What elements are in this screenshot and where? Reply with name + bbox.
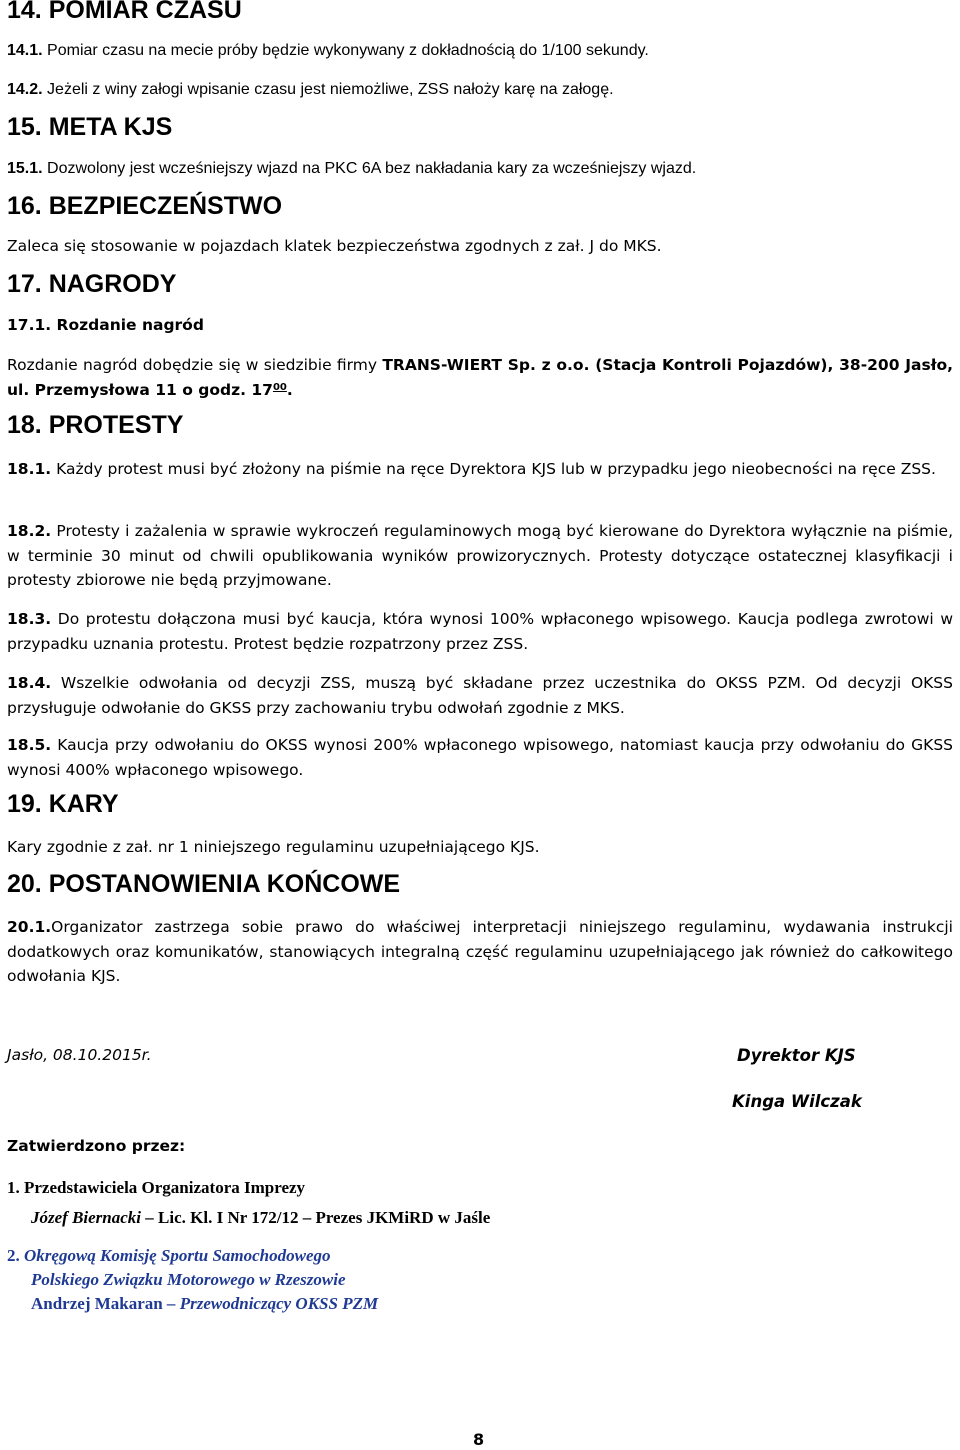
approver-2-line-1 [7,1246,331,1266]
section-14-heading: 14. POMIAR CZASU [7,0,242,24]
paragraph-14-2 [7,81,614,99]
paragraph-text: Do protestu dołączona musi być kaucja, która wynosi 100% wpłaconego wpisowego. Kaucja podlega zwrotowi w przypadku uznania protestu. Protest będzie rozpatrzony przez ZSS. [7,610,953,653]
paragraph-text: Protesty i zażalenia w sprawie wykroczeń regulaminowych mogą być kierowane do Dyrektora wyłącznie na piśmie, w terminie 30 minut od chwili opublikowania wyników prowizorycznych. Protesty dotyczące ostatecznej klasyfikacji i protesty zbiorowe nie będą przyjmowane. [7,522,953,589]
approver-1-details: – Lic. Kl. I Nr 172/12 – Prezes JKMiRD w Jaśle [141,1208,491,1227]
paragraph-text: Jeżeli z winy załogi wpisanie czasu jest niemożliwe, ZSS nałoży karę na załogę. [47,81,614,98]
paragraph-text: Każdy protest musi być złożony na piśmie na ręce Dyrektora KJS lub w przypadku jego nieobecności na ręce ZSS. [56,460,936,478]
signatory-role: Dyrektor KJS [737,1046,856,1065]
approver-1-title [7,1178,305,1198]
approver-2-name: Andrzej Makaran [31,1294,163,1313]
paragraph-number: 18.5. [7,736,52,754]
paragraph-18-3 [7,607,953,656]
section-20-heading: 20. POSTANOWIENIA KOŃCOWE [7,870,401,898]
paragraph-18-1 [7,457,953,482]
paragraph-text: Rozdanie nagród dobędzie się w siedzibie firmy [7,356,383,374]
section-18-heading: 18. PROTESTY [7,411,184,439]
approver-1-line [31,1208,490,1228]
paragraph-18-2 [7,519,953,593]
paragraph-number: 15.1. [7,160,43,177]
section-17-heading: 17. NAGRODY [7,270,177,298]
paragraph-number: 18.3. [7,610,52,628]
approver-1-name: Józef Biernacki [31,1208,142,1227]
paragraph-17-1 [7,353,953,402]
signatory-name: Kinga Wilczak [732,1092,862,1111]
paragraph-16: Zaleca się stosowanie w pojazdach klatek bezpieczeństwa zgodnych z zał. J do MKS. [7,237,662,255]
paragraph-15-1 [7,160,696,178]
paragraph-number: 18.1. [7,460,52,478]
paragraph-bold-text: TRANS-WIERT Sp. z o.o. (Stacja Kontroli Pojazdów), 38-200 Jasło, ul. Przemysłowa 11 o godz. 17 [7,356,953,399]
paragraph-18-4 [7,671,953,720]
section-16-heading: 16. BEZPIECZEŃSTWO [7,192,283,220]
time-superscript: 00 [272,381,287,393]
approver-2-role: – Przewodniczący OKSS PZM [162,1294,379,1313]
approver-number: 1. [7,1178,20,1197]
paragraph-text: Pomiar czasu na mecie próby będzie wykonywany z dokładnością do 1/100 sekundy. [47,42,649,59]
approver-2-line-3 [31,1294,378,1314]
approver-2-org-1: Okręgową Komisję Sportu Samochodowego [24,1246,331,1265]
paragraph-number: 14.2. [7,81,43,98]
paragraph-text: Dozwolony jest wcześniejszy wjazd na PKC 6A bez nakładania kary za wcześniejszy wjazd. [47,160,697,177]
page-number: 8 [473,1430,485,1449]
paragraph-18-5 [7,733,953,782]
paragraph-number: 14.1. [7,42,43,59]
approver-title: Przedstawiciela Organizatora Imprezy [24,1178,306,1197]
paragraph-end: . [286,380,293,399]
paragraph-text: Kaucja przy odwołaniu do OKSS wynosi 200% wpłaconego wpisowego, natomiast kaucja przy odwołaniu do GKSS wynosi 400% wpłaconego wpisowego. [7,736,953,779]
subheading-17-1: 17.1. Rozdanie nagród [7,316,204,334]
approver-2-org-2: Polskiego Związku Motorowego w Rzeszowie [31,1270,346,1289]
place-date: Jasło, 08.10.2015r. [7,1046,152,1064]
paragraph-20-1 [7,915,953,989]
paragraph-number: 20.1. [7,918,52,936]
paragraph-19: Kary zgodnie z zał. nr 1 niniejszego regulaminu uzupełniającego KJS. [7,838,540,856]
section-19-heading: 19. KARY [7,790,119,818]
paragraph-text: Wszelkie odwołania od decyzji ZSS, muszą być składane przez uczestnika do OKSS PZM. Od decyzji OKSS przysługuje odwołanie do GKSS przy zachowaniu trybu odwołań zgodnie z MKS. [7,674,953,717]
paragraph-14-1 [7,42,649,60]
paragraph-number: 18.2. [7,522,52,540]
paragraph-number: 18.4. [7,674,52,692]
approved-by-label: Zatwierdzono przez: [7,1137,186,1155]
section-15-heading: 15. META KJS [7,113,173,141]
approver-number: 2. [7,1246,20,1265]
paragraph-text: Organizator zastrzega sobie prawo do właściwej interpretacji niniejszego regulaminu, wydawania instrukcji dodatkowych oraz komunikatów, stanowiących integralną część regulaminu uzupełniającego jak również do całkowitego odwołania KJS. [7,918,953,985]
